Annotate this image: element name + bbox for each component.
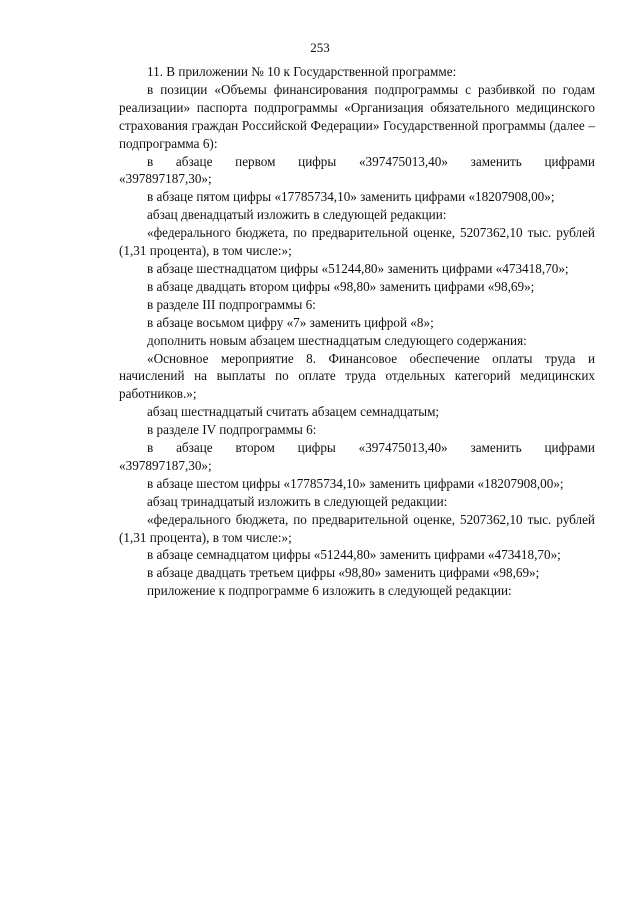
paragraph-item-11: 11. В приложении № 10 к Государственной программе: — [147, 64, 457, 79]
paragraph-federal-budget-quote-2: «федерального бюджета, по предварительной оценке, 5207362,10 тыс. рублей (1,31 процента), в том числе:»; — [119, 511, 595, 545]
paragraph-main-event-8-quote: «Основное мероприятие 8. Финансовое обеспечение оплаты труда и начислений на выплаты по оплате труда отдельных категорий медицинских работников.»; — [119, 350, 595, 402]
paragraph-appendix-redaction: приложение к подпрограмме 6 изложить в следующей редакции: — [147, 583, 512, 599]
paragraph-financing-position: в позиции «Объемы финансирования подпрограммы с разбивкой по годам реализации» паспорта подпрограммы «Организация обязательного медицинского страхования граждан Российской Федерации» Государственной программы (далее – подпрограмма 6): — [119, 81, 595, 151]
paragraph-second-abzac: в абзаце втором цифры «397475013,40» заменить цифрами — [147, 440, 595, 456]
paragraph-sixth-abzac: в абзаце шестом цифры «17785734,10» заменить цифрами «18207908,00»; — [147, 475, 564, 491]
paragraph-add-new-abzac: дополнить новым абзацем шестнадцатым следующего содержания: — [147, 332, 527, 348]
paragraph-section-iv: в разделе IV подпрограммы 6: — [147, 422, 317, 438]
paragraph-eighth-abzac: в абзаце восьмом цифру «7» заменить цифрой «8»; — [147, 314, 434, 330]
paragraph-twenty-second-abzac: в абзаце двадцать втором цифры «98,80» заменить цифрами «98,69»; — [147, 278, 535, 294]
paragraph-section-iii: в разделе III подпрограммы 6: — [147, 296, 316, 312]
paragraph-fifth-abzac: в абзаце пятом цифры «17785734,10» заменить цифрами «18207908,00»; — [147, 189, 555, 205]
paragraph-thirteenth-abzac: абзац тринадцатый изложить в следующей редакции: — [147, 493, 448, 509]
paragraph-federal-budget-quote: «федерального бюджета, по предварительной оценке, 5207362,10 тыс. рублей (1,31 процента), в том числе:»; — [119, 225, 595, 259]
paragraph-seventeenth-abzac: в абзаце семнадцатом цифры «51244,80» заменить цифрами «473418,70»; — [147, 547, 561, 563]
paragraph-twenty-third-abzac: в абзаце двадцать третьем цифры «98,80» заменить цифрами «98,69»; — [147, 565, 540, 581]
paragraph-renumber-abzac: абзац шестнадцатый считать абзацем семнадцатым; — [147, 404, 440, 420]
paragraph-second-abzac-cont: «397897187,30»; — [119, 457, 212, 473]
paragraph-first-abzac: в абзаце первом цифры «397475013,40» заменить цифрами — [147, 153, 595, 169]
paragraph-sixteenth-abzac: в абзаце шестнадцатом цифры «51244,80» заменить цифрами «473418,70»; — [147, 260, 569, 276]
document-body — [119, 63, 595, 600]
paragraph-first-abzac-cont: «397897187,30»; — [119, 171, 212, 187]
page-number: 253 — [310, 40, 330, 55]
paragraph-twelfth-abzac: абзац двенадцатый изложить в следующей редакции: — [147, 207, 447, 223]
